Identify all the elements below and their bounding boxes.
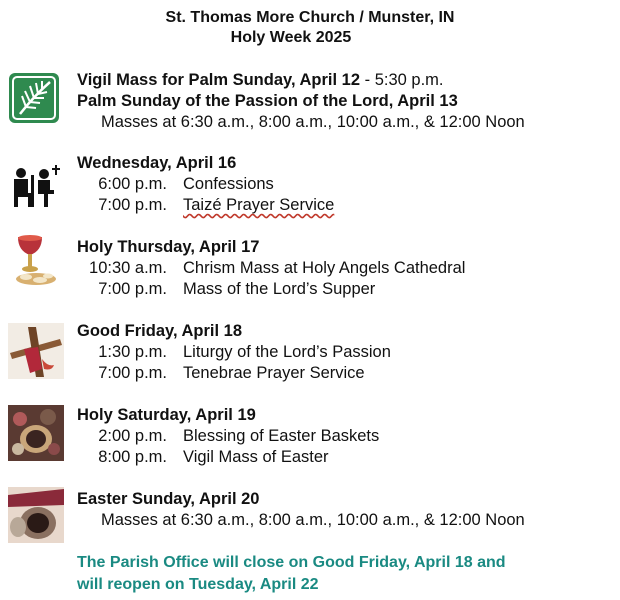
good-friday-heading: Good Friday, April 18 xyxy=(77,322,243,340)
event-row xyxy=(77,426,379,447)
event-time: 2:00 p.m. xyxy=(98,427,167,445)
event-time: 8:00 p.m. xyxy=(98,448,167,466)
holy-saturday-heading: Holy Saturday, April 19 xyxy=(77,406,256,424)
event-time: 7:00 p.m. xyxy=(98,280,167,298)
event-time: 10:30 a.m. xyxy=(89,259,167,277)
event-desc: Confessions xyxy=(183,175,274,193)
chalice-bread-icon xyxy=(8,233,60,285)
event-row xyxy=(77,258,465,279)
palm-sunday-text xyxy=(77,70,525,133)
palm-sunday-masses: Masses at 6:30 a.m., 8:00 a.m., 10:00 a.m., & 12:00 Noon xyxy=(101,113,525,131)
event-row xyxy=(77,195,334,216)
wednesday-text xyxy=(77,153,334,216)
notice-line-1: The Parish Office will close on Good Friday, April 18 and xyxy=(77,554,506,571)
event-desc: Tenebrae Prayer Service xyxy=(183,364,365,382)
confession-icon xyxy=(8,161,60,213)
event-row xyxy=(77,174,334,195)
holy-saturday-text xyxy=(77,405,379,468)
palm-branch-icon xyxy=(8,72,60,124)
event-time: 7:00 p.m. xyxy=(98,196,167,214)
good-friday-text xyxy=(77,321,391,384)
parish-office-notice xyxy=(77,552,506,596)
event-time: 6:00 p.m. xyxy=(98,175,167,193)
event-time: 1:30 p.m. xyxy=(98,343,167,361)
event-time: 7:00 p.m. xyxy=(98,364,167,382)
event-row xyxy=(77,363,391,384)
cross-icon xyxy=(8,323,64,379)
empty-tomb-icon xyxy=(8,487,64,543)
event-desc: Blessing of Easter Baskets xyxy=(183,427,380,445)
event-desc: Taizé Prayer Service xyxy=(183,196,335,214)
event-row xyxy=(77,447,379,468)
easter-sunday-heading: Easter Sunday, April 20 xyxy=(77,490,260,508)
event-desc: Liturgy of the Lord’s Passion xyxy=(183,343,391,361)
wednesday-heading: Wednesday, April 16 xyxy=(77,154,237,172)
easter-sunday-text xyxy=(77,489,525,531)
event-desc: Chrism Mass at Holy Angels Cathedral xyxy=(183,259,466,277)
easter-basket-icon xyxy=(8,405,64,461)
event-desc: Vigil Mass of Easter xyxy=(183,448,329,466)
church-name: St. Thomas More Church / Munster, IN xyxy=(165,9,455,26)
event-row xyxy=(77,279,465,300)
holy-thursday-heading: Holy Thursday, April 17 xyxy=(77,238,260,256)
event-desc: Mass of the Lord’s Supper xyxy=(183,280,376,298)
palm-sunday-heading: Palm Sunday of the Passion of the Lord, April 13 xyxy=(77,92,458,110)
holy-thursday-text xyxy=(77,237,465,300)
notice-line-2: will reopen on Tuesday, April 22 xyxy=(77,576,319,593)
week-title: Holy Week 2025 xyxy=(230,29,352,46)
vigil-palm-sunday-line: Vigil Mass for Palm Sunday, April 12 - 5:30 p.m. xyxy=(77,71,444,89)
page-title xyxy=(0,8,620,48)
easter-sunday-masses: Masses at 6:30 a.m., 8:00 a.m., 10:00 a.m., & 12:00 Noon xyxy=(101,511,525,529)
event-row xyxy=(77,342,391,363)
